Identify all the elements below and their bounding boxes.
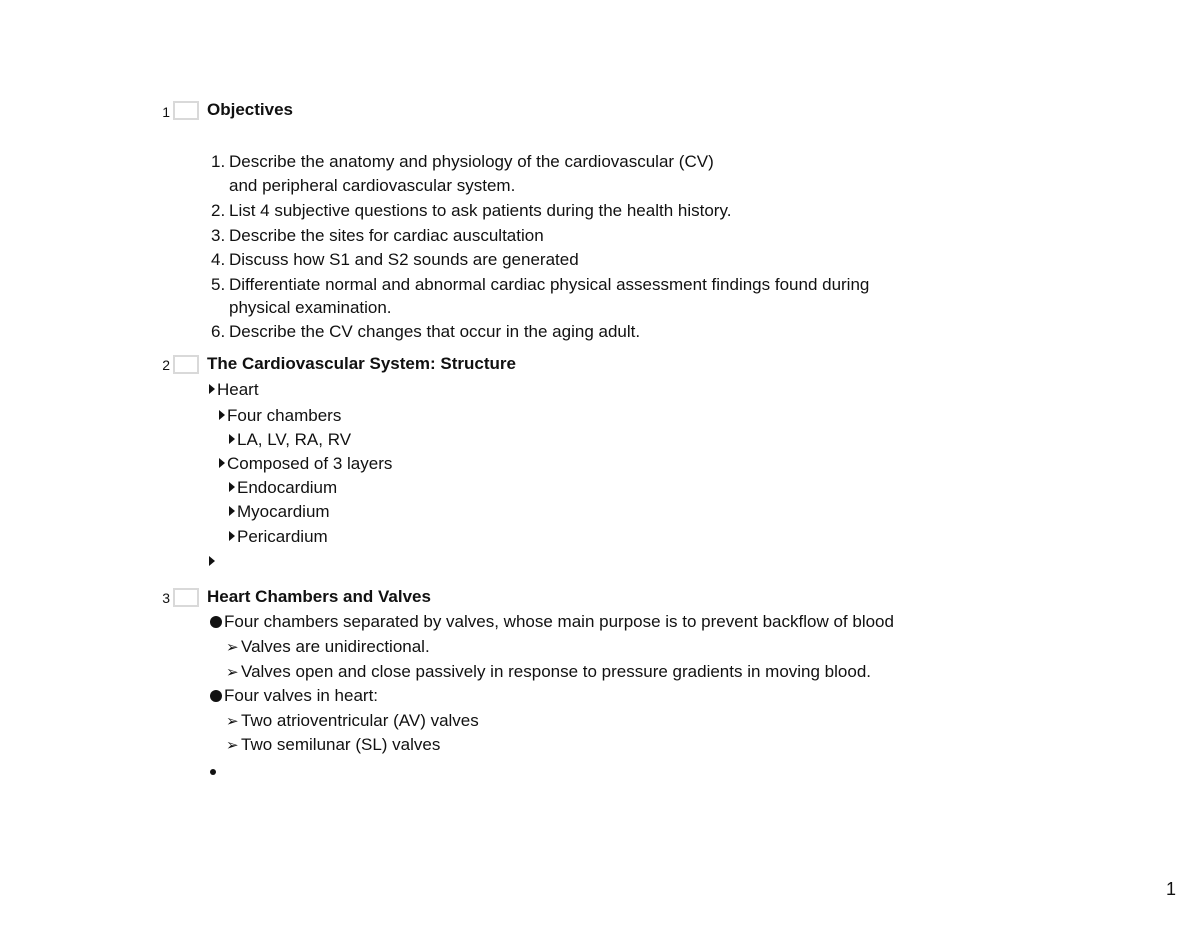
- small-dot-bullet-icon: [210, 769, 216, 775]
- page-number: 1: [1166, 879, 1177, 899]
- item-text: Describe the CV changes that occur in the aging adult.: [229, 322, 641, 341]
- sub-bullet-item: ➢ Valves open and close passively in response to pressure gradients in moving blood.: [226, 662, 871, 681]
- list-item: [211, 152, 714, 172]
- bullet-item: LA, LV, RA, RV: [229, 430, 351, 450]
- list-item-continuation: physical examination.: [229, 298, 392, 317]
- arrow-bullet-icon: ➢: [226, 737, 239, 754]
- bullet-item: Four valves in heart:: [210, 686, 378, 706]
- list-item: [211, 322, 640, 342]
- triangle-bullet-icon: [209, 556, 215, 566]
- sub-bullet-item: ➢ Two atrioventricular (AV) valves: [226, 711, 479, 730]
- triangle-bullet-icon: [209, 384, 215, 394]
- slide-title: Objectives: [207, 100, 293, 119]
- bullet-item-empty: [210, 760, 216, 780]
- arrow-bullet-icon: ➢: [226, 664, 239, 681]
- circle-bullet-icon: [210, 616, 222, 628]
- slide-number: 1: [162, 104, 170, 120]
- slide-thumbnail[interactable]: [173, 355, 199, 374]
- item-text: Discuss how S1 and S2 sounds are generated: [229, 250, 579, 269]
- bullet-item: Myocardium: [229, 502, 330, 522]
- item-text: Describe the anatomy and physiology of the cardiovascular (CV): [229, 152, 714, 171]
- sub-bullet-item: ➢ Two semilunar (SL) valves: [226, 735, 441, 754]
- sub-bullet-item: ➢ Valves are unidirectional.: [226, 637, 430, 656]
- arrow-bullet-icon: ➢: [226, 639, 239, 656]
- triangle-bullet-icon: [229, 434, 235, 444]
- slide-number: 3: [162, 590, 170, 606]
- item-number: 6.: [211, 322, 226, 341]
- item-text: Describe the sites for cardiac auscultation: [229, 226, 544, 245]
- triangle-bullet-icon: [229, 506, 235, 516]
- item-number: 5.: [211, 275, 226, 294]
- arrow-bullet-icon: ➢: [226, 713, 239, 730]
- list-item-continuation: and peripheral cardiovascular system.: [229, 176, 516, 195]
- bullet-item: Composed of 3 layers: [219, 454, 392, 474]
- list-item: [211, 201, 731, 221]
- slide-thumbnail[interactable]: [173, 588, 199, 607]
- slide-number: 2: [162, 357, 170, 373]
- slide-title: The Cardiovascular System: Structure: [207, 354, 516, 373]
- item-text: Differentiate normal and abnormal cardiac physical assessment findings found during: [229, 275, 870, 294]
- bullet-item: Four chambers separated by valves, whose main purpose is to prevent backflow of blood: [210, 612, 894, 632]
- item-text: List 4 subjective questions to ask patients during the health history.: [229, 201, 732, 220]
- list-item: [211, 275, 869, 295]
- item-number: 2.: [211, 201, 226, 220]
- triangle-bullet-icon: [219, 458, 225, 468]
- item-number: 1.: [211, 152, 226, 171]
- triangle-bullet-icon: [229, 482, 235, 492]
- bullet-item: Four chambers: [219, 406, 341, 426]
- item-number: 4.: [211, 250, 226, 269]
- bullet-item: Endocardium: [229, 478, 337, 498]
- list-item: [211, 250, 579, 270]
- bullet-item: Heart: [209, 380, 259, 400]
- slide-thumbnail[interactable]: [173, 101, 199, 120]
- circle-bullet-icon: [210, 690, 222, 702]
- list-item: [211, 226, 544, 246]
- bullet-item: Pericardium: [229, 527, 328, 547]
- bullet-item-empty: [209, 552, 217, 572]
- slide-title: Heart Chambers and Valves: [207, 587, 431, 606]
- item-number: 3.: [211, 226, 226, 245]
- triangle-bullet-icon: [229, 531, 235, 541]
- triangle-bullet-icon: [219, 410, 225, 420]
